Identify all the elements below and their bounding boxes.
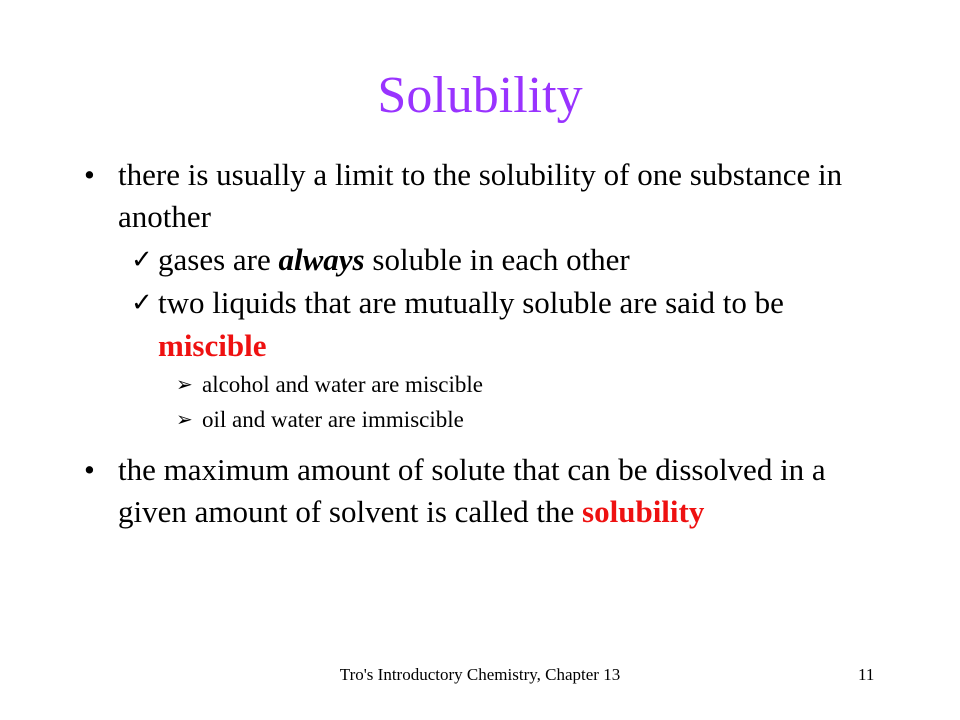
- check-item: [0, 238, 878, 281]
- bullet-dot-icon: •: [84, 157, 95, 192]
- footer-text: Tro's Introductory Chemistry, Chapter 13: [339, 665, 621, 684]
- slide-title: Solubility: [377, 67, 583, 124]
- bullet-text: there is usually a limit to the solubility of one substance in another: [118, 157, 843, 234]
- bullet-text-pre: the maximum amount of solute that can be dissolved in a given amount of solvent is called the: [118, 452, 826, 529]
- arrow-bullet-icon: ➢: [176, 374, 193, 396]
- check-text-pre: two liquids that are mutually soluble are said to be: [158, 285, 784, 320]
- arrow-text: alcohol and water are miscible: [202, 372, 483, 397]
- emphasis-text: always: [278, 242, 365, 277]
- highlight-term: solubility: [582, 494, 705, 529]
- arrow-item: [0, 402, 902, 437]
- page-number: 11: [858, 665, 875, 684]
- checkmark-icon: ✓: [131, 288, 153, 317]
- bullet-item: [0, 449, 878, 533]
- check-item: [0, 281, 878, 367]
- arrow-item: [0, 367, 902, 402]
- arrow-bullet-icon: ➢: [176, 409, 193, 431]
- check-text-pre: gases are: [158, 242, 279, 277]
- highlight-term: miscible: [158, 328, 267, 363]
- bullet-dot-icon: •: [84, 452, 95, 487]
- checkmark-icon: ✓: [131, 245, 153, 274]
- slide-body: [0, 154, 960, 533]
- check-text-post: soluble in each other: [364, 242, 630, 277]
- bullet-item: [0, 154, 878, 238]
- arrow-text: oil and water are immiscible: [202, 407, 464, 432]
